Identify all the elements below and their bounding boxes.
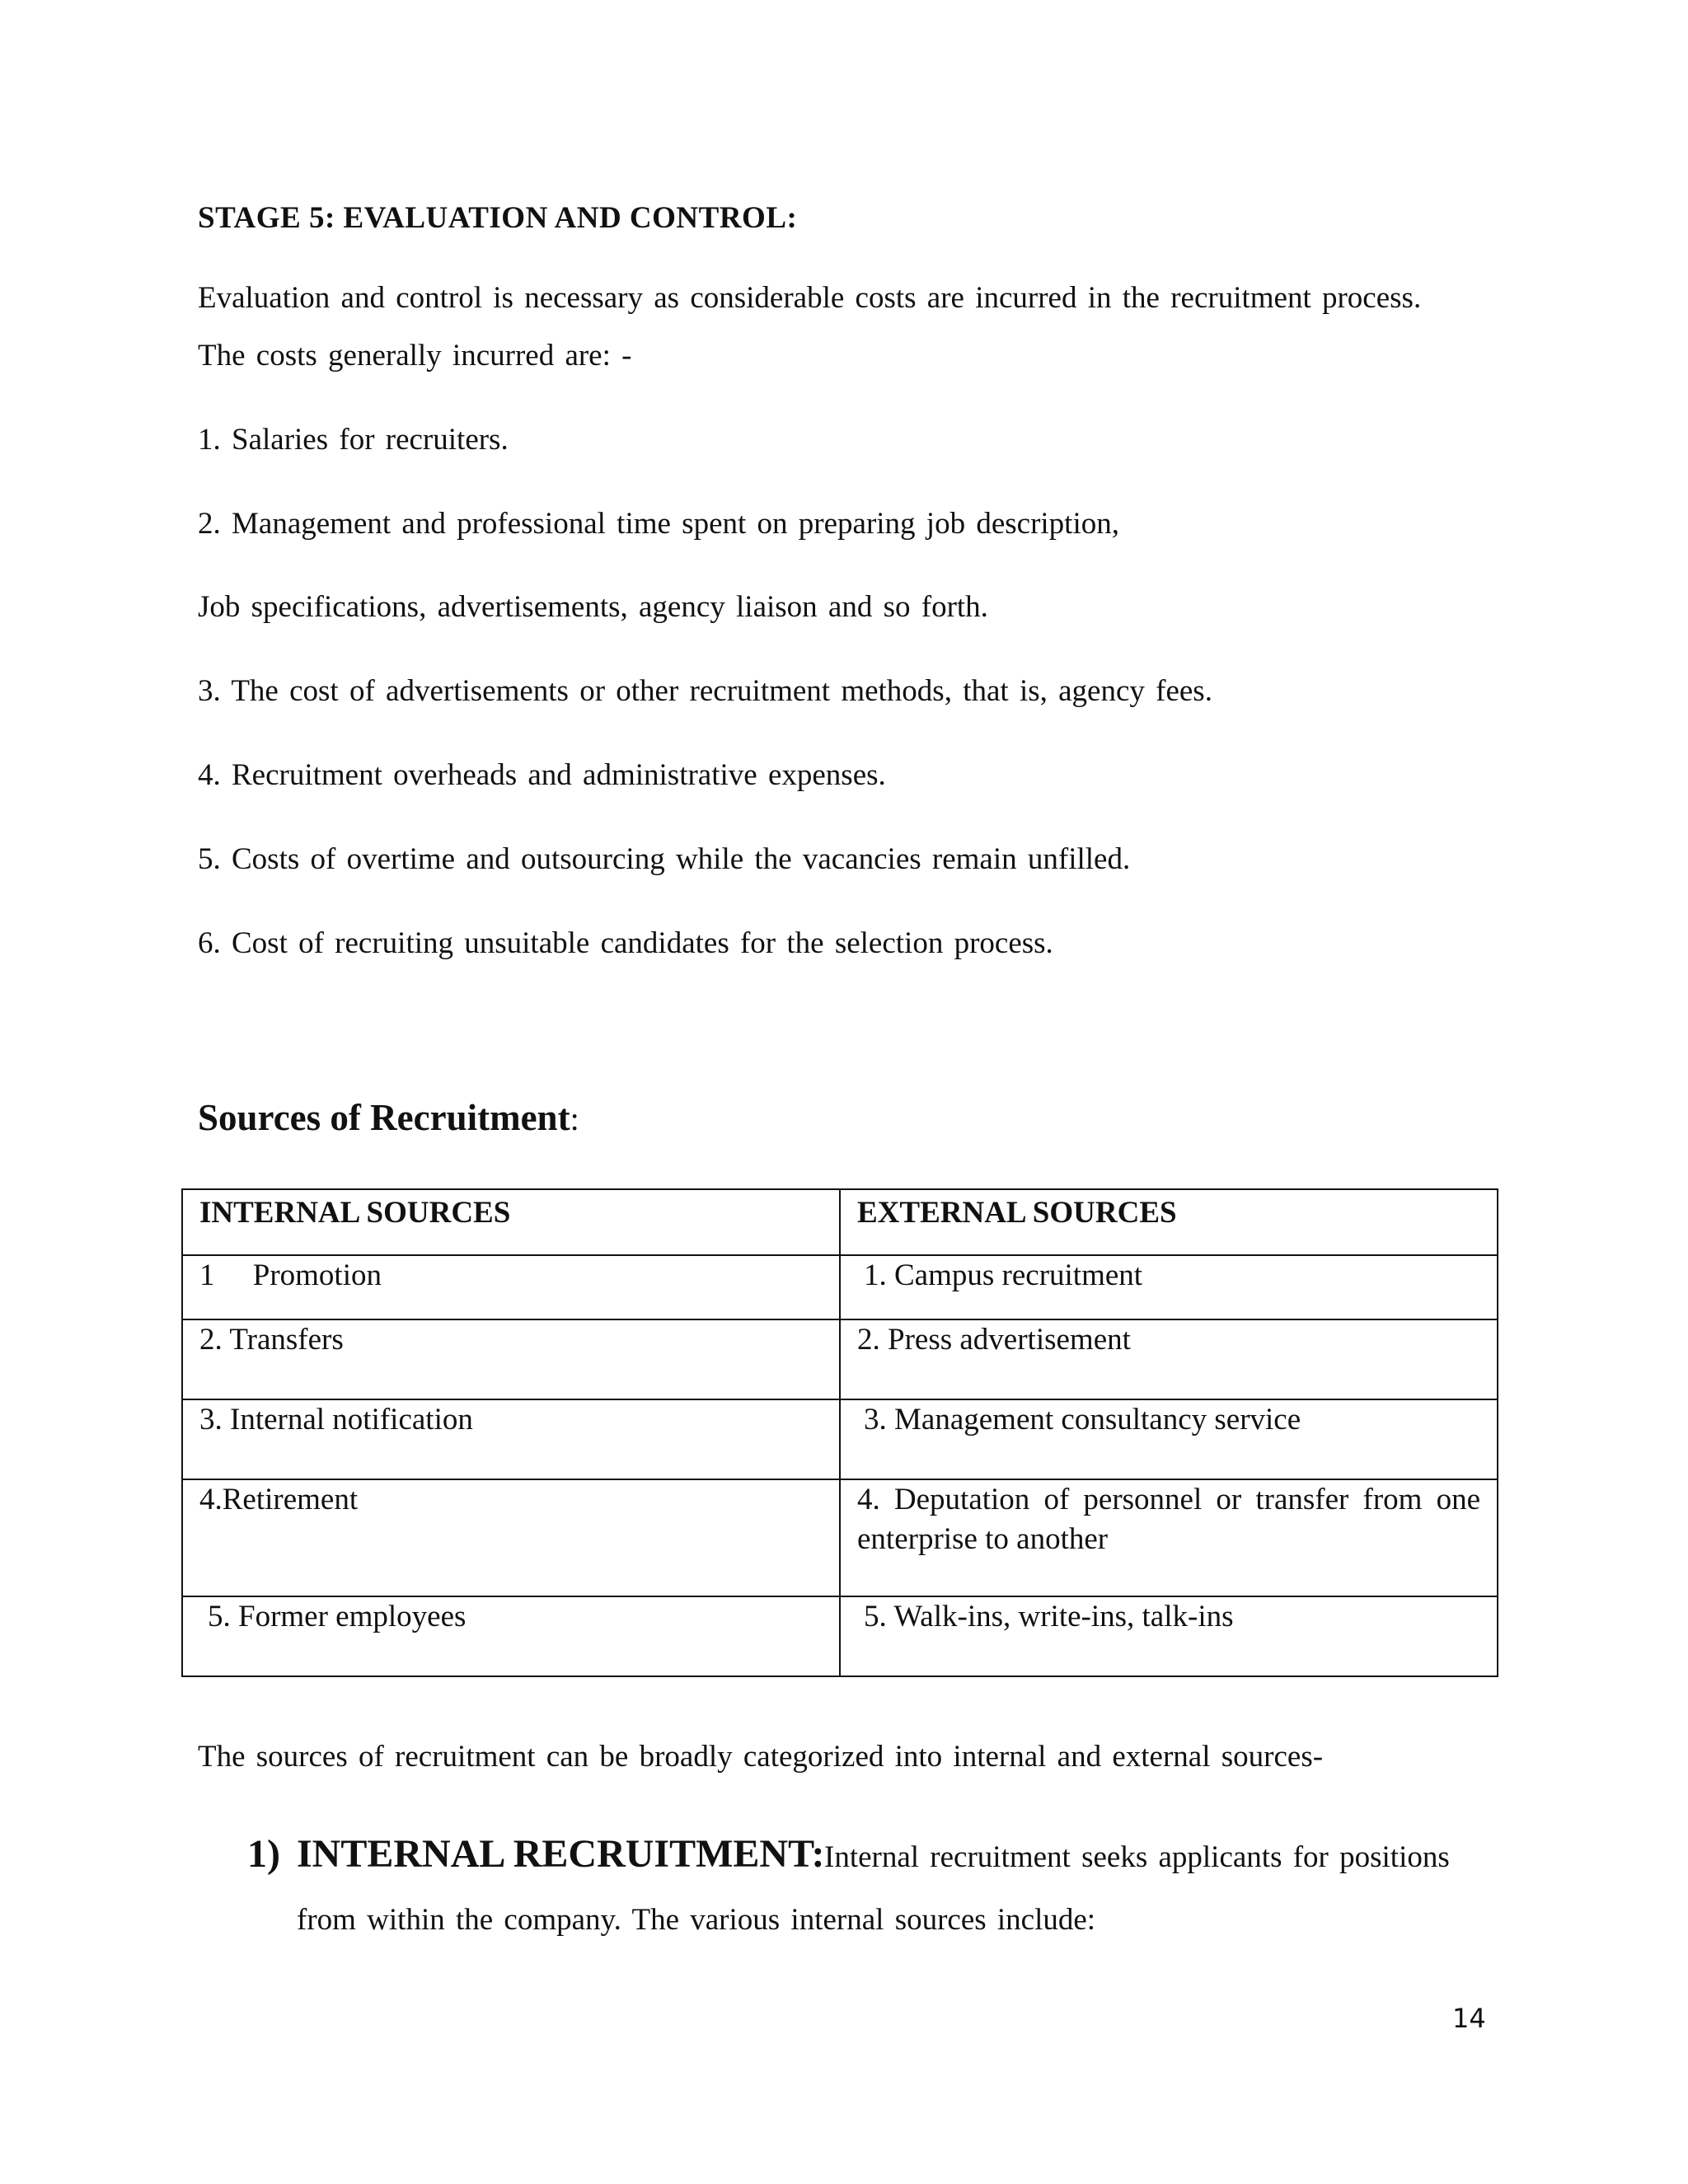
intro-line-1: Evaluation and control is necessary as considerable costs are incurred in the recruitment process. [198,281,1422,315]
stage-heading: STAGE 5: EVALUATION AND CONTROL: [198,201,798,235]
internal-recruitment-text-continued: from within the company. The various internal sources include: [297,1903,1096,1937]
sources-table [181,1188,1498,1677]
external-source-cell: 4. Deputation of personnel or transfer from one enterprise to another [840,1479,1498,1596]
cost-item: 4. Recruitment overheads and administrative expenses. [198,758,886,792]
table-row [182,1319,1498,1399]
internal-recruitment-number: 1) [247,1832,280,1876]
sources-heading-text: Sources of Recruitment [198,1097,570,1138]
external-source-cell: 5. Walk-ins, write-ins, talk-ins [840,1596,1498,1676]
internal-recruitment-title: INTERNAL RECRUITMENT: [297,1832,825,1876]
summary-paragraph: The sources of recruitment can be broadly categorized into internal and external sources- [198,1740,1324,1774]
table-row [182,1596,1498,1676]
cost-item-continuation: Job specifications, advertisements, agency liaison and so forth. [198,590,988,624]
header-internal-sources: INTERNAL SOURCES [182,1189,840,1255]
internal-source-cell: 1 Promotion [182,1255,840,1319]
table-row [182,1399,1498,1479]
table-header-row [182,1189,1498,1255]
table-row [182,1479,1498,1596]
cost-item: 5. Costs of overtime and outsourcing while the vacancies remain unfilled. [198,842,1131,876]
sources-heading-colon: : [570,1100,579,1137]
intro-line-2: The costs generally incurred are: - [198,339,632,373]
header-external-sources: EXTERNAL SOURCES [840,1189,1498,1255]
cost-item: 1. Salaries for recruiters. [198,423,509,457]
table-row [182,1255,1498,1319]
internal-source-cell: 4.Retirement [182,1479,840,1596]
external-source-cell: 3. Management consultancy service [840,1399,1498,1479]
internal-source-cell: 3. Internal notification [182,1399,840,1479]
cost-item: 6. Cost of recruiting unsuitable candidates for the selection process. [198,926,1053,960]
cost-item: 2. Management and professional time spent on preparing job description, [198,507,1119,541]
sources-heading [198,1096,579,1139]
page-number: 14 [1452,2003,1486,2034]
internal-recruitment-text: Internal recruitment seeks applicants for positions [824,1840,1450,1874]
internal-source-cell: 2. Transfers [182,1319,840,1399]
internal-source-cell: 5. Former employees [182,1596,840,1676]
cost-item: 3. The cost of advertisements or other recruitment methods, that is, agency fees. [198,674,1212,708]
external-source-cell: 2. Press advertisement [840,1319,1498,1399]
external-source-cell: 1. Campus recruitment [840,1255,1498,1319]
